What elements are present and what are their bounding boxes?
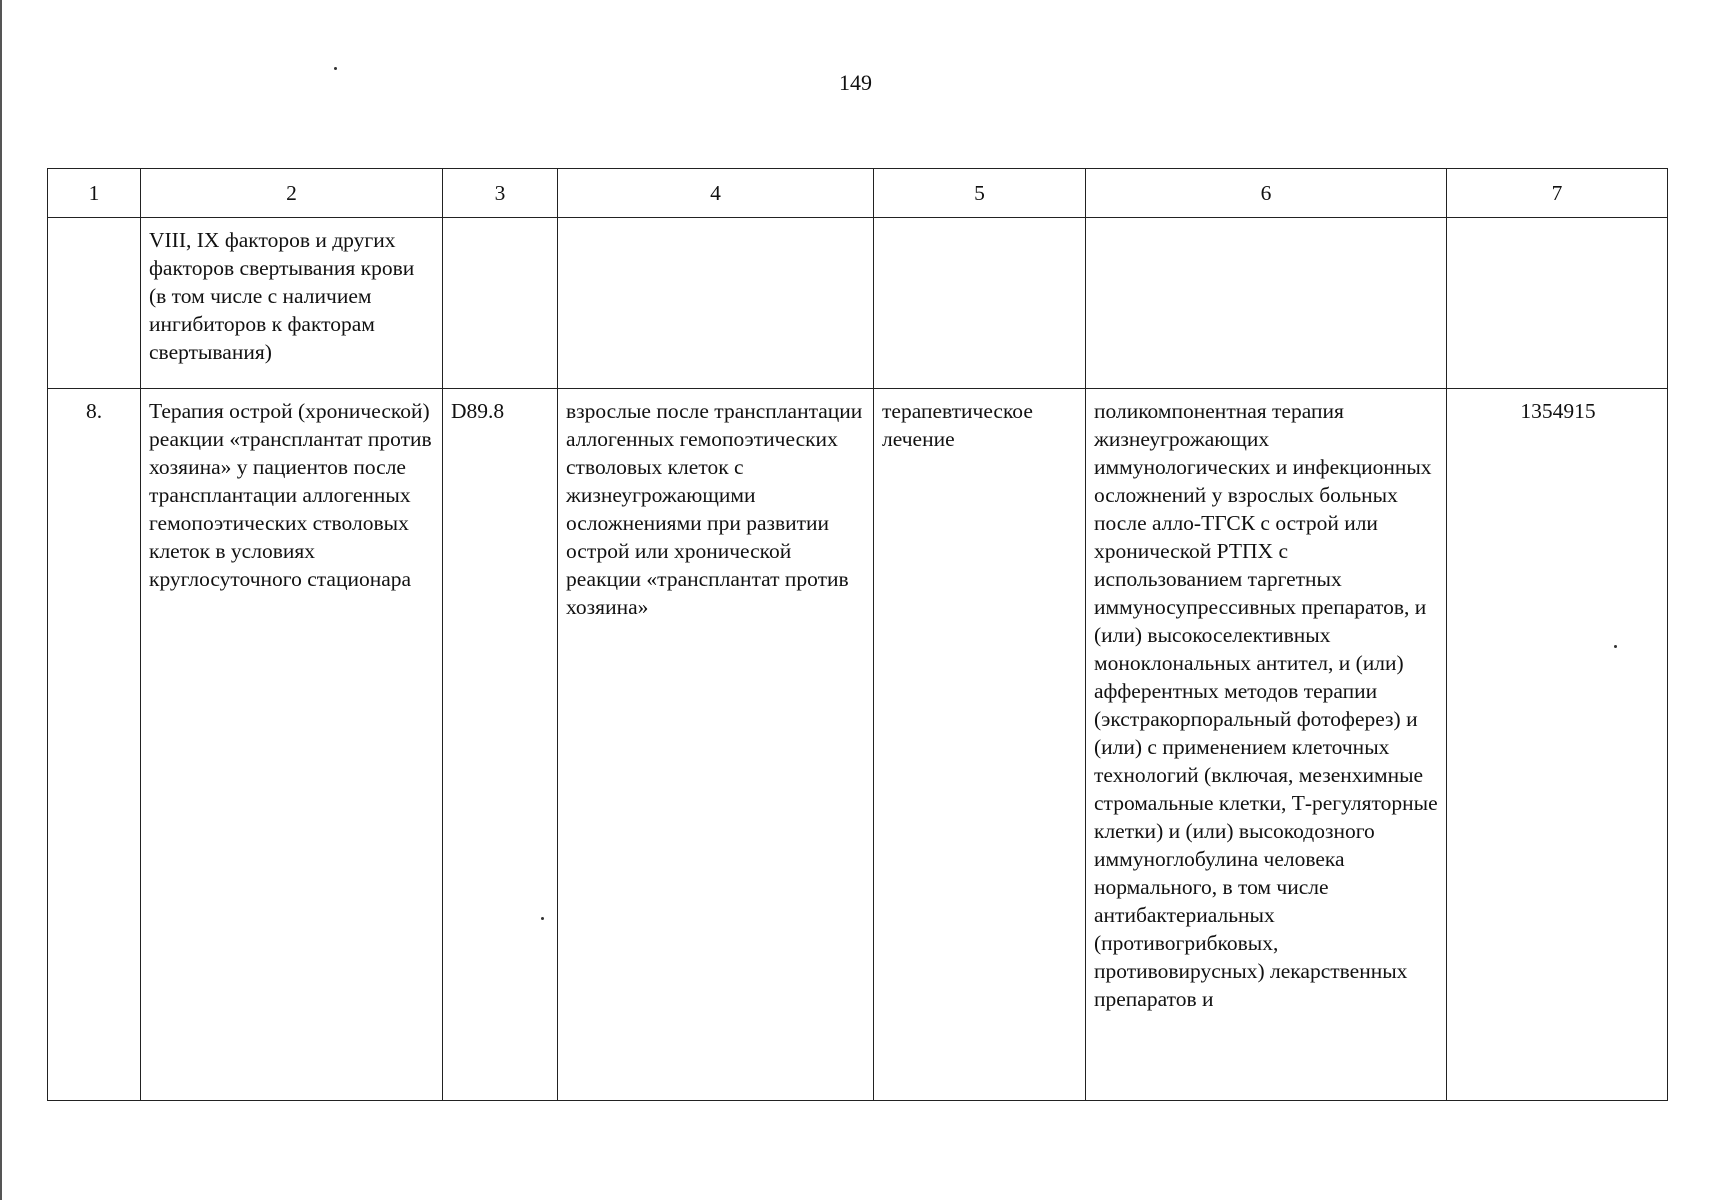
header-cell-7: 7	[1447, 169, 1668, 218]
scan-speck	[1614, 645, 1617, 648]
cont-cell-model	[558, 218, 874, 389]
header-cell-3: 3	[443, 169, 558, 218]
cont-cell-treatment-type	[874, 218, 1086, 389]
cont-cell-name: VIII, IX факторов и других факторов свертывания крови (в том числе с наличием ингибиторов к факторам свертывания)	[141, 218, 443, 389]
header-cell-2: 2	[141, 169, 443, 218]
row-cost: 1354915	[1447, 389, 1668, 1101]
scan-speck	[541, 917, 544, 920]
row-treatment-method: поликомпонентная терапия жизнеугрожающих иммунологических и инфекционных осложнений у взрослых больных после алло-ТГСК с острой или хронической РТПХ с использованием таргетных иммуносупрессивных препаратов, и (или) высокоселективных моноклональных антител, и (или) афферентных методов терапии (экстракорпоральный фотоферез) и (или) с применением клеточных технологий (включая, мезенхимные стромальные клетки, Т-регуляторные клетки) и (или) высокодозного иммуноглобулина человека нормального, в том числе антибактериальных (противогрибковых, противовирусных) лекарственных препаратов и	[1086, 389, 1447, 1101]
row-treatment-type: терапевтическое лечение	[874, 389, 1086, 1101]
cont-cell-code	[443, 218, 558, 389]
header-cell-4: 4	[558, 169, 874, 218]
cont-cell-number	[48, 218, 141, 389]
table-row-8	[48, 389, 1668, 1101]
header-cell-5: 5	[874, 169, 1086, 218]
row-number: 8.	[48, 389, 141, 1101]
header-cell-6: 6	[1086, 169, 1447, 218]
header-cell-1: 1	[48, 169, 141, 218]
cont-cell-cost	[1447, 218, 1668, 389]
row-patient-model: взрослые после трансплантации аллогенных гемопоэтических стволовых клеток с жизнеугрожающими осложнениями при развитии острой или хронической реакции «трансплантат против хозяина»	[558, 389, 874, 1101]
medical-care-table	[47, 168, 1668, 1101]
row-code: D89.8	[443, 389, 558, 1101]
scan-speck	[334, 67, 337, 70]
page-number: 149	[839, 70, 872, 95]
table-row-continuation	[48, 218, 1668, 389]
table-header-row	[48, 169, 1668, 218]
cont-cell-method	[1086, 218, 1447, 389]
row-name: Терапия острой (хронической) реакции «трансплантат против хозяина» у пациентов после трансплантации аллогенных гемопоэтических стволовых клеток в условиях круглосуточного стационара	[141, 389, 443, 1101]
page-edge	[0, 0, 2, 1200]
